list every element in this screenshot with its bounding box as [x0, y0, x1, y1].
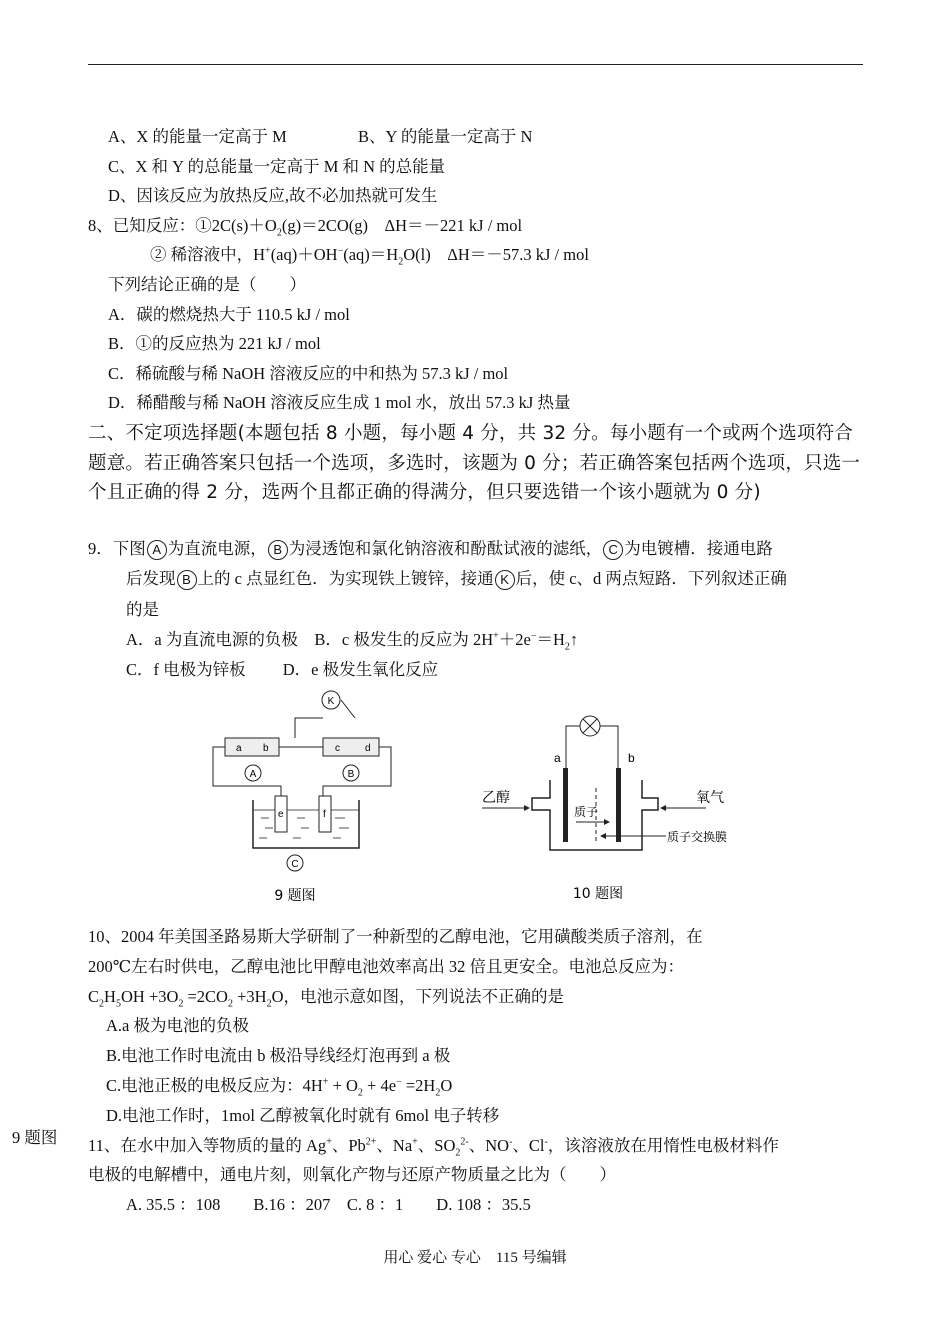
q11-options: A. 35.5 ：108 B.16 ：207 C. 8 ：1 D. 108 ：35.5 [126, 1195, 531, 1214]
svg-text:A: A [249, 769, 257, 780]
q9-options-cd: C．f 电极为锌板 D．e 极发生氧化反应 [126, 660, 439, 679]
figure-10-diagram [470, 710, 760, 905]
q8-stem: 下列结论正确的是（ ） [108, 275, 306, 294]
q9-line-1: 9．下图 A 为直流电源， B 为浸透饱和氯化钠溶液和酚酞试液的滤纸， C 为电镀槽．接通电路 [88, 539, 773, 560]
svg-text:C: C [291, 859, 299, 870]
svg-text:b: b [263, 743, 269, 754]
q9-line-3: 的是 [126, 600, 159, 619]
svg-text:10 题图: 10 题图 [572, 886, 624, 902]
circle-k-icon: K [495, 570, 515, 590]
circle-b-icon: B [268, 540, 288, 560]
circle-a-icon: A [147, 540, 167, 560]
q10-option-d: D.电池工作时，1mol 乙醇被氧化时就有 6mol 电子转移 [106, 1106, 500, 1125]
svg-text:e: e [278, 809, 284, 820]
circle-c-icon: C [603, 540, 623, 560]
q8-reaction-2: ② 稀溶液中，$H^+(aq)+OH^-(aq)=H_2O(l)$ ΔH＝－57.3 kJ / mol [150, 245, 589, 268]
circle-b-icon: B [177, 570, 197, 590]
figure-9-diagram [205, 688, 405, 910]
q8-option-c: C．稀硫酸与稀 NaOH 溶液反应的中和热为 57.3 kJ / mol [108, 364, 509, 383]
svg-text:a: a [236, 743, 242, 754]
q8-option-a: A．碳的燃烧热大于 110.5 kJ / mol [108, 305, 350, 324]
svg-text:B: B [347, 769, 355, 780]
q10-option-b: B.电池工作时电流由 b 极沿导线经灯泡再到 a 极 [106, 1046, 451, 1065]
q8-reaction-1: 8、已知反应：$①2C(s)+O_2(g)=2CO(g)$ ΔH＝－221 kJ / mol [88, 216, 523, 239]
svg-text:a: a [554, 751, 561, 765]
q8-option-b: B．①的反应热为 221 kJ / mol [108, 334, 321, 353]
q10-option-c: C.电池正极的电极反应为：$4H^+ + O_2 + 4e^- =2H_2O$ [106, 1076, 453, 1099]
svg-text:d: d [365, 743, 371, 754]
svg-text:K: K [327, 696, 335, 707]
q11-line-2: 电极的电解槽中，通电片刻，则氧化产物与还原产物质量之比为（ ） [88, 1165, 616, 1184]
q7-option-c: C、X 和 Y 的总能量一定高于 M 和 N 的总能量 [108, 157, 446, 176]
q10-line-1: 10、2004 年美国圣路易斯大学研制了一种新型的乙醇电池，它用磺酸类质子溶剂，在 [88, 927, 703, 946]
q9-line-2: 后发现 B 上的 c 点显红色．为实现铁上镀锌，接通 K 后，使 c、d 两点短路．下列叙述正确 [126, 569, 787, 590]
q10-line-3: $C_2H_5OH +3O_2 =2CO_2 +3H_2O$，电池示意如图，下列说法不正确的是 [88, 987, 565, 1010]
q9-options-ab: A．a 为直流电源的负极 B．c 极发生的反应为 $2H^++2e^-=H_2↑$ [126, 630, 579, 653]
svg-text:氧气: 氧气 [696, 790, 724, 806]
q11-line-1: 11、在水中加入等物质的量的 Ag+、$Pb^{2+}$、Na+、$SO_2^{2-}$、NO-、Cl-，该溶液放在用惰性电极材料作 [88, 1136, 779, 1159]
svg-text:质子交换膜: 质子交换膜 [667, 830, 728, 844]
svg-text:c: c [335, 743, 340, 754]
svg-text:9 题图: 9 题图 [274, 888, 316, 904]
side-figure-label: 9 题图 [12, 1128, 58, 1147]
q7-option-a: A、X 的能量一定高于 M [108, 127, 287, 146]
q8-option-d: D．稀醋酸与稀 NaOH 溶液反应生成 1 mol 水，放出 57.3 kJ 热量 [108, 393, 571, 412]
q10-line-2: 200℃左右时供电，乙醇电池比甲醇电池效率高出 32 倍且更安全。电池总反应为： [88, 957, 684, 976]
svg-text:质子: 质子 [574, 805, 599, 819]
page-footer: 用心 爱心 专心 115 号编辑 [383, 1250, 567, 1266]
svg-text:f: f [323, 809, 326, 820]
header-rule [88, 64, 863, 65]
section-2-heading: 二、不定项选择题(本题包括 8 小题，每小题 4 分，共 32 分。每小题有一个或两个选项符合题意。若正确答案只包括一个选项，多选时，该题为 0 分；若正确答案包括两个选项，只选一个且正确的得 2 分，选两个且都正确的得满分，但只要选错一个该小题就为 0 分) [88, 423, 861, 503]
q7-option-d: D、因该反应为放热反应,故不必加热就可发生 [108, 186, 438, 205]
svg-text:b: b [628, 751, 635, 765]
q7-option-b: B、Y 的能量一定高于 N [358, 127, 533, 146]
svg-text:乙醇: 乙醇 [482, 790, 510, 806]
q10-option-a: A.a 极为电池的负极 [106, 1016, 249, 1035]
